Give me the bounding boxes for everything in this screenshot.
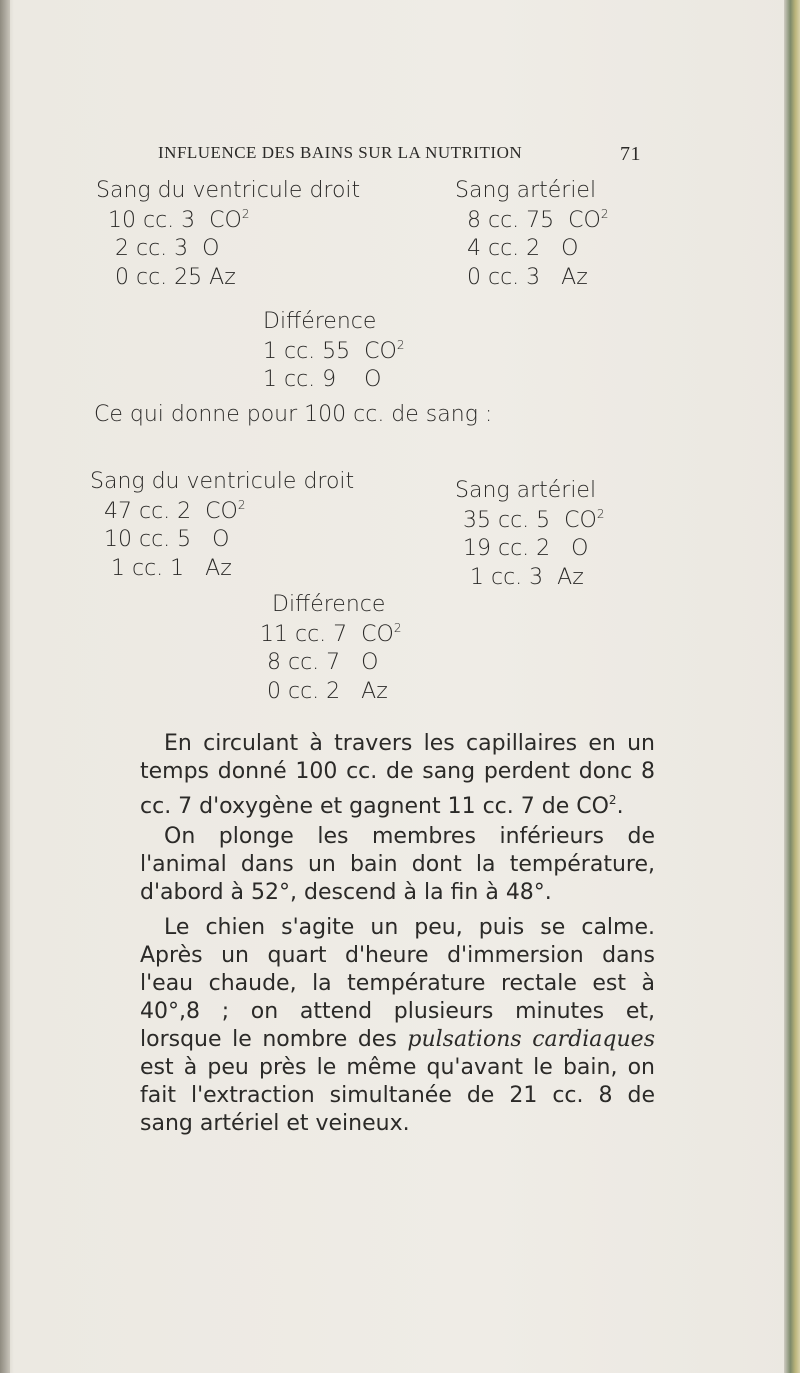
- table2-difference-row: 8 cc. 7 O: [267, 650, 379, 675]
- page-left-edge: [0, 0, 10, 1373]
- table1-right-row: 4 cc. 2 O: [467, 236, 579, 261]
- table1-left-row: 10 cc. 3 $CO^2$: [108, 207, 250, 233]
- table1-left-row: 0 cc. 25 Az: [115, 265, 236, 290]
- running-title: INFLUENCE DES BAINS SUR LA NUTRITION: [158, 143, 523, 162]
- table1-right-heading: Sang artériel: [455, 178, 597, 203]
- table1-right-row: 0 cc. 3 Az: [467, 265, 588, 290]
- table2-right-heading: Sang artériel: [455, 478, 597, 503]
- table1-right-row: 8 cc. 75 $CO^2$: [467, 207, 609, 233]
- italic-phrase: pulsations cardiaques: [407, 1027, 655, 1052]
- paragraph-dog: Le chien s'agite un peu, puis se calme. Après un quart d'heure d'immersion dans l'eau chaude, la température rectale est à 40°,8 ; on attend plusieurs minutes et, lorsque le nombre des pulsations cardiaques est à peu près le même qu'avant le bain, on fait l'extraction simultanée de 21 cc. 8 de sang artériel et veineux.: [140, 915, 655, 1136]
- paragraph-capillaries: En circulant à travers les capillaires en un temps donné 100 cc. de sang perdent donc 8 cc. 7 d'oxygène et gagnent 11 cc. 7 de $CO^2$.: [140, 731, 655, 819]
- table2-difference-row: 11 cc. 7 $CO^2$: [260, 621, 402, 647]
- table2-left-heading: Sang du ventricule droit: [90, 469, 355, 494]
- table1-difference-row: 1 cc. 9 O: [263, 367, 382, 392]
- table2-right-row: 19 cc. 2 O: [463, 536, 589, 561]
- table1-left-heading: Sang du ventricule droit: [96, 178, 361, 203]
- table2-difference-heading: Différence: [272, 592, 386, 617]
- table2-right-row: 35 cc. 5 $CO^2$: [463, 507, 605, 533]
- page-number: 71: [620, 143, 641, 165]
- table2-right-row: 1 cc. 3 Az: [470, 565, 584, 590]
- book-spine-edge: [784, 0, 800, 1373]
- intro-line: Ce qui donne pour 100 cc. de sang :: [94, 402, 493, 427]
- table2-left-row: 1 cc. 1 Az: [111, 556, 232, 581]
- table1-difference-row: 1 cc. 55 $CO^2$: [263, 338, 405, 364]
- table2-left-row: 47 cc. 2 $CO^2$: [104, 498, 246, 524]
- paragraph-bath: On plonge les membres inférieurs de l'animal dans un bain dont la température, d'abord à 52°, descend à la fin à 48°.: [140, 824, 655, 905]
- table1-difference-heading: Différence: [263, 309, 377, 334]
- table1-left-row: 2 cc. 3 O: [115, 236, 220, 261]
- table2-left-row: 10 cc. 5 O: [104, 527, 230, 552]
- table2-difference-row: 0 cc. 2 Az: [267, 679, 388, 704]
